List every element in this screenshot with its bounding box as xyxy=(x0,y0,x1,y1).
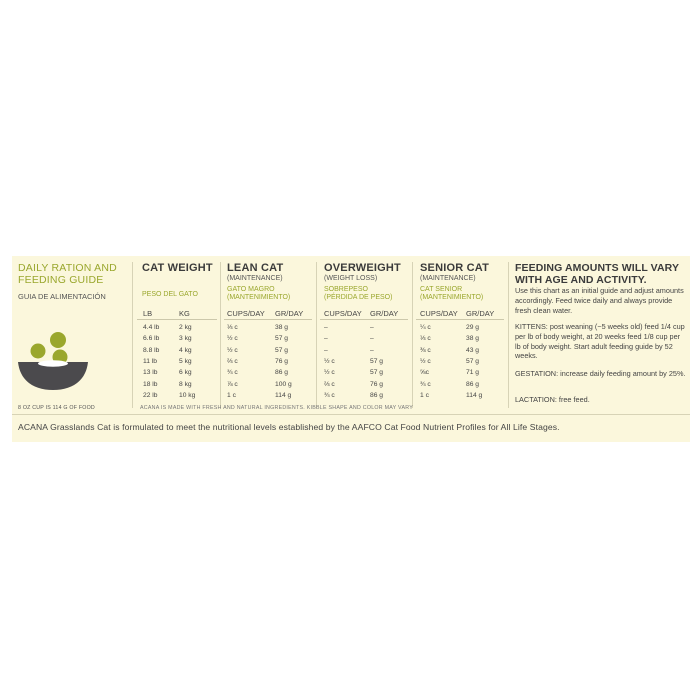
kibble-note: ACANA IS MADE WITH FRESH AND NATURAL INGREDIENTS. KIBBLE SHAPE AND COLOR MAY VARY xyxy=(140,405,413,411)
gestation-instructions: GESTATION: increase daily feeding amount by 25%. xyxy=(515,369,686,378)
table-cell-over-grams: 57 g xyxy=(370,369,384,377)
footer-divider xyxy=(12,414,690,415)
table-cell-lean-grams: 57 g xyxy=(275,335,289,343)
senior-cat-subheading: (MAINTENANCE) xyxy=(420,275,476,282)
table-cell-senior-cups: ½ c xyxy=(420,357,431,365)
table-cell-over-cups: ½ c xyxy=(324,357,335,365)
table-cell-senior-cups: ¾ c xyxy=(420,380,431,388)
table-cell-lean-cups: ⅔ c xyxy=(227,357,238,365)
table-cell-senior-grams: 29 g xyxy=(466,324,480,331)
column-divider xyxy=(412,262,413,408)
table-cell-senior-cups: ⅝c xyxy=(420,369,429,377)
table-cell-lean-cups: 1 c xyxy=(227,391,236,399)
senior-cat-subheading-es: (MANTENIMIENTO) xyxy=(420,294,484,301)
table-cell-senior-cups: 1 c xyxy=(420,391,429,399)
senior-cat-heading: SENIOR CAT xyxy=(420,262,490,274)
table-cell-senior-cups: ⅜ c xyxy=(420,346,431,354)
table-cell-lean-grams: 57 g xyxy=(275,346,289,354)
table-cell-weight-lb: 11 lb xyxy=(143,357,158,365)
table-cell-weight-kg: 2 kg xyxy=(179,324,192,331)
table-cell-over-grams: – xyxy=(370,324,374,331)
lean-cat-heading-es: GATO MAGRO xyxy=(227,286,275,293)
table-header-lean-cups: CUPS/DAY xyxy=(227,309,265,318)
feeding-guide-panel xyxy=(12,256,690,414)
table-cell-weight-kg: 10 kg xyxy=(179,391,196,399)
table-cell-weight-lb: 6.6 lb xyxy=(143,335,160,343)
feeding-guide-title: DAILY RATION AND FEEDING GUIDE xyxy=(18,262,117,286)
senior-cat-heading-es: CAT SENIOR xyxy=(420,286,463,293)
table-cell-weight-lb: 8.8 lb xyxy=(143,346,160,354)
column-divider xyxy=(508,262,509,408)
column-divider xyxy=(316,262,317,408)
aafco-statement: ACANA Grasslands Cat is formulated to meet the nutritional levels established by the AAFCO Cat Food Nutrient Profiles for All Life Stages. xyxy=(18,422,560,432)
table-cell-lean-grams: 100 g xyxy=(275,380,292,388)
table-header-senior-cups: CUPS/DAY xyxy=(420,309,458,318)
table-cell-lean-grams: 76 g xyxy=(275,357,289,365)
overweight-subheading: (WEIGHT LOSS) xyxy=(324,275,378,282)
table-cell-lean-grams: 38 g xyxy=(275,324,289,331)
bowl-highlight-icon xyxy=(38,360,68,366)
table-cell-weight-kg: 8 kg xyxy=(179,380,192,388)
table-cell-senior-grams: 114 g xyxy=(466,391,483,399)
table-cell-senior-grams: 38 g xyxy=(466,335,480,343)
table-cell-over-cups: – xyxy=(324,324,328,331)
table-header-rule xyxy=(224,319,312,320)
table-cell-weight-lb: 22 lb xyxy=(143,391,158,399)
overweight-heading-es: SOBREPESO xyxy=(324,286,368,293)
table-cell-lean-grams: 114 g xyxy=(275,391,292,399)
table-cell-weight-lb: 18 lb xyxy=(143,380,158,388)
table-cell-over-cups: ½ c xyxy=(324,369,335,377)
table-header-rule xyxy=(416,319,504,320)
lean-cat-subheading: (MAINTENANCE) xyxy=(227,275,283,282)
overweight-heading: OVERWEIGHT xyxy=(324,262,401,274)
feeding-guide-label xyxy=(12,256,690,442)
feeding-amounts-heading: FEEDING AMOUNTS WILL VARY WITH AGE AND ACTIVITY. xyxy=(515,262,679,286)
lean-cat-heading: LEAN CAT xyxy=(227,262,284,274)
column-divider xyxy=(220,262,221,408)
lean-cat-subheading-es: (MANTENIMIENTO) xyxy=(227,294,291,301)
cup-size-note: 8 OZ CUP IS 114 G OF FOOD xyxy=(18,405,95,411)
table-cell-over-grams: 57 g xyxy=(370,357,384,365)
usage-instructions: Use this chart as an initial guide and adjust amounts accordingly. Feed twice daily and always provide fresh clean water. xyxy=(515,286,684,315)
table-cell-over-grams: – xyxy=(370,335,374,343)
table-cell-lean-cups: ⅓ c xyxy=(227,324,238,331)
table-cell-weight-kg: 3 kg xyxy=(179,335,192,343)
table-cell-over-grams: 76 g xyxy=(370,380,384,388)
table-header-rule xyxy=(137,319,217,320)
table-cell-senior-grams: 71 g xyxy=(466,369,480,377)
table-cell-weight-kg: 5 kg xyxy=(179,357,192,365)
table-cell-senior-cups: ¼ c xyxy=(420,324,431,331)
kittens-instructions: KITTENS: post weaning (~5 weeks old) feed 1/4 cup per lb of body weight, at 20 weeks feed 1/8 cup per lb of body weight. Start adult feeding guide by 52 weeks. xyxy=(515,322,685,361)
table-cell-lean-cups: ½ c xyxy=(227,346,238,354)
table-cell-lean-cups: ¾ c xyxy=(227,369,238,377)
table-cell-over-grams: 86 g xyxy=(370,391,384,399)
table-cell-over-grams: – xyxy=(370,346,374,354)
kibble-ball-icon xyxy=(50,332,66,348)
table-header-over-cups: CUPS/DAY xyxy=(324,309,362,318)
table-cell-senior-grams: 43 g xyxy=(466,346,480,354)
cat-weight-heading: CAT WEIGHT xyxy=(142,262,213,274)
table-cell-weight-lb: 13 lb xyxy=(143,369,158,377)
cat-weight-heading-es: PESO DEL GATO xyxy=(142,291,198,298)
table-cell-senior-grams: 57 g xyxy=(466,357,480,365)
table-cell-weight-kg: 4 kg xyxy=(179,346,192,354)
table-cell-over-cups: – xyxy=(324,346,328,354)
table-header-over-grams: GR/DAY xyxy=(370,309,399,318)
table-header-senior-grams: GR/DAY xyxy=(466,309,495,318)
table-cell-weight-lb: 4.4 lb xyxy=(143,324,160,331)
feeding-guide-subtitle-es: GUIA DE ALIMENTACIÓN xyxy=(18,292,106,301)
table-cell-weight-kg: 6 kg xyxy=(179,369,192,377)
table-header-lb: LB xyxy=(143,309,153,318)
table-cell-lean-cups: ½ c xyxy=(227,335,238,343)
food-bowl-icon xyxy=(16,326,90,392)
table-cell-senior-cups: ⅓ c xyxy=(420,335,431,343)
lactation-instructions: LACTATION: free feed. xyxy=(515,395,590,404)
table-header-lean-grams: GR/DAY xyxy=(275,309,304,318)
table-cell-lean-cups: ⅞ c xyxy=(227,380,238,388)
overweight-subheading-es: (PÉRDIDA DE PESO) xyxy=(324,294,393,301)
table-cell-over-cups: ¾ c xyxy=(324,391,335,399)
column-divider xyxy=(132,262,133,408)
table-header-rule xyxy=(320,319,408,320)
table-cell-lean-grams: 86 g xyxy=(275,369,289,377)
table-cell-over-cups: ⅔ c xyxy=(324,380,335,388)
table-cell-senior-grams: 86 g xyxy=(466,380,480,388)
table-header-kg: KG xyxy=(179,309,190,318)
kibble-ball-icon xyxy=(31,344,46,359)
table-cell-over-cups: – xyxy=(324,335,328,343)
